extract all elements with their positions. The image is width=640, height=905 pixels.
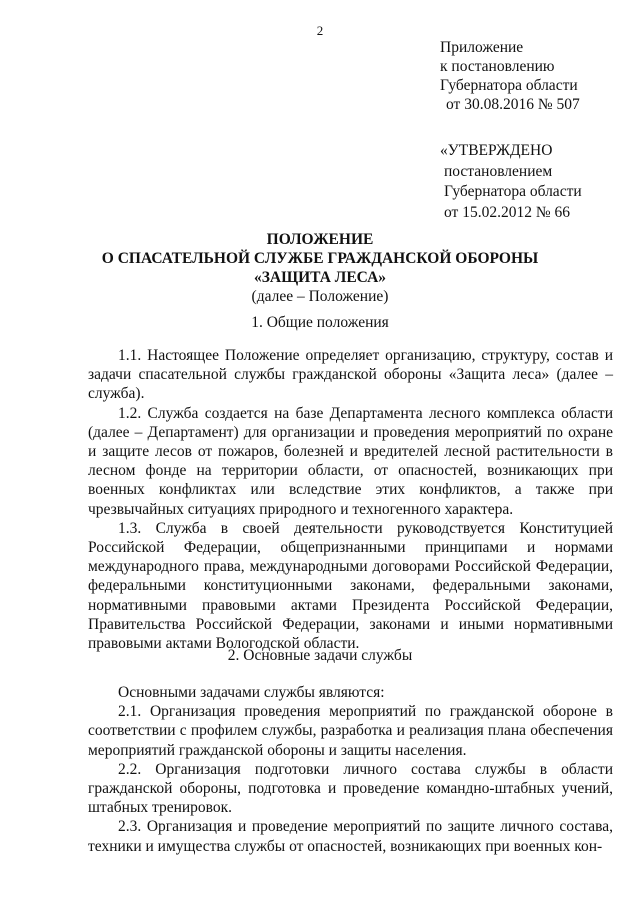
appendix-line: от 30.08.2016 № 507 [446,96,580,113]
approval-line: Губернатора области [444,183,582,200]
section-1-body [88,346,613,653]
section-2-body [88,683,613,856]
approval-block [440,141,582,223]
section-1-heading: 1. Общие положения [251,314,389,331]
appendix-block [440,38,580,114]
approval-line: «УТВЕРЖДЕНО [440,142,553,159]
appendix-line: Приложение [440,39,524,56]
approval-line: постановлением [444,162,553,180]
appendix-line: Губернатора области [440,77,578,94]
title-line: «ЗАЩИТА ЛЕСА» [253,269,387,286]
paragraph-2-3: 2.3. Организация и проведение мероприятий по защите личного состава, техники и имущества службы от опасностей, возникающих при военных кон- [88,818,613,855]
approval-line: от 15.02.2012 № 66 [444,203,570,221]
appendix-line: к постановлению [440,58,555,75]
paragraph-1-2: 1.2. Служба создается на базе Департамента лесного комплекса области (далее – Департамент) для организации и проведения мероприятий по охране и защите лесов от пожаров, болезней и вредителей лесной растительности в лесном фонде на территории области, от опасностей, возникающих при военных конфликтах или вследствие этих конфликтов, а также при чрезвычайных ситуациях природного и техногенного характера. [88,404,613,518]
page-number: 2 [316,23,324,38]
section-2-intro: Основными задачами службы являются: [118,684,385,701]
paragraph-2-1: 2.1. Организация проведения мероприятий по гражданской обороне в соответствии с профилем службы, разработка и реализация плана обеспечения мероприятий гражданской обороны и защиты населения. [88,703,613,759]
section-2-heading: 2. Основные задачи службы [227,647,413,664]
document-title [0,230,640,306]
title-subline: (далее – Положение) [251,288,389,305]
title-line: ПОЛОЖЕНИЕ [266,231,374,248]
title-line: О СПАСАТЕЛЬНОЙ СЛУЖБЕ ГРАЖДАНСКОЙ ОБОРОНЫ [101,250,539,267]
paragraph-2-2: 2.2. Организация подготовки личного состава службы в области гражданской обороны, подготовка и проведение командно-штабных учений, штабных тренировок. [88,760,613,817]
paragraph-1-1: 1.1. Настоящее Положение определяет организацию, структуру, состав и задачи спасательной службы гражданской обороны «Защита леса» (далее – служба). [88,347,613,403]
paragraph-1-3: 1.3. Служба в своей деятельности руководствуется Конституцией Российской Федерации, общепризнанными принципами и нормами международного права, международными договорами Российской Федерации, федеральными конституционными законами, федеральными законами, нормативными правовыми актами Президента Российской Федерации, Правительства Российской Федерации, законами и иными нормативными правовыми актами Вологодской области. [88,519,613,653]
